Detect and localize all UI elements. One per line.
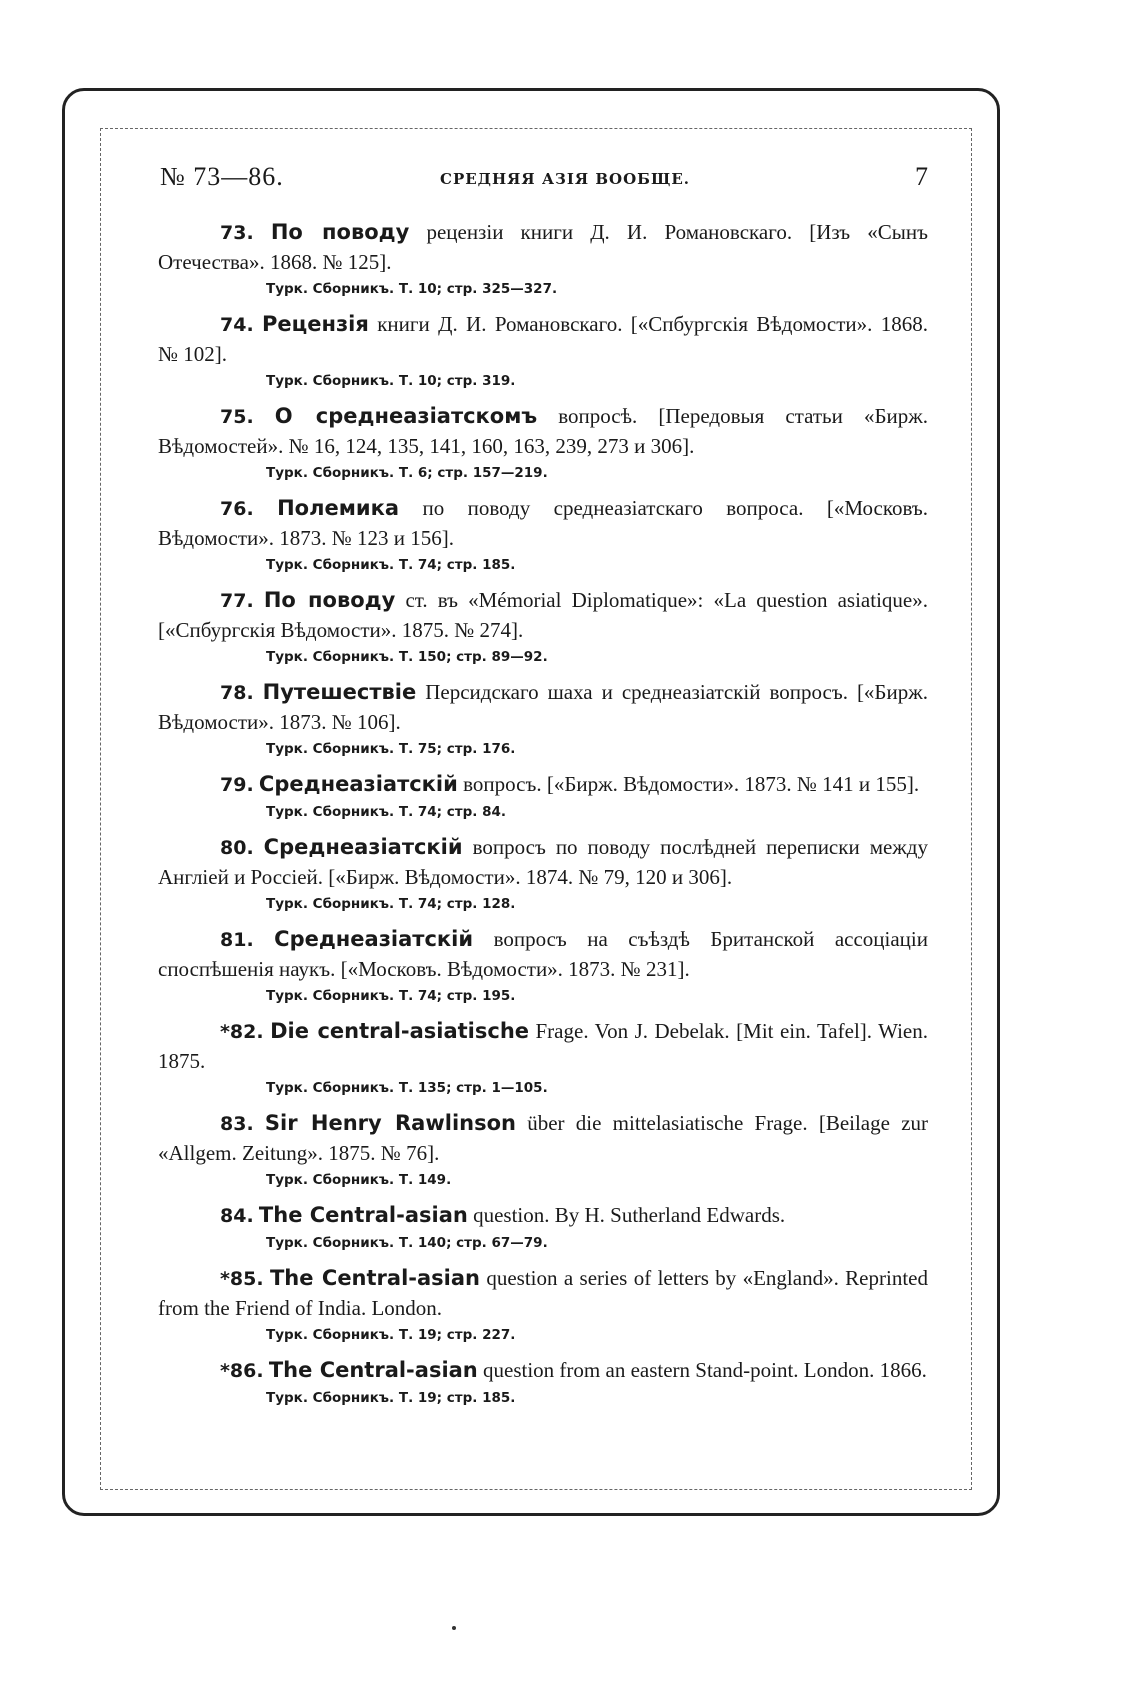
entry-lead: The Central-asian [269,1266,480,1290]
entry-body: рецензіи книги Д. И. Романовскаго. [Изъ «Сынъ Отечества». 1868. № 125]. [158,220,929,274]
entry-number: 83. [220,1113,254,1135]
entry-body: question a series of letters by «England». Reprinted from the Friend of India. London. [158,1266,928,1320]
entry-text [158,402,928,461]
entry-body: question. By H. Sutherland Edwards. [467,1203,786,1227]
bibliography-entry [158,586,928,668]
entry-body: über die mittelasiatische Frage. [Beilage zur «Allgem. Zeitung». 1875. № 76]. [158,1111,929,1165]
entry-source: Турк. Сборникъ. Т. 140; стр. 67—79. [266,1235,548,1251]
entry-number: *85. [220,1268,264,1290]
entry-body: книги Д. И. Романовскаго. [«Спбургскія Вѣдомости». 1868. № 102]. [158,312,928,366]
bibliography-entry [158,218,928,300]
bibliography-entry [158,402,928,484]
entry-body: вопросъ по поводу послѣдней переписки между Англіей и Россіей. [«Бирж. Вѣдомости». 1874. № 79, 120 и 306]. [158,835,928,889]
entry-lead: Die central-asiatische [270,1019,530,1043]
entry-text [158,833,928,892]
entry-lead: The Central-asian [258,1203,468,1227]
entry-body: ст. въ «Mémorial Diplomatique»: «La question asiatique». [«Спбургскія Вѣдомости». 1875. № 274]. [158,588,928,642]
entry-text [158,678,928,737]
entry-number: *86. [220,1360,264,1382]
entry-source: Турк. Сборникъ. Т. 150; стр. 89—92. [266,649,548,665]
entry-text [158,925,928,984]
bibliography-entry [158,310,928,392]
entry-lead: О среднеазіатскомъ [274,404,538,428]
entry-lead: Среднеазіатскій [274,927,474,951]
entry-text [158,1017,928,1076]
bibliography-entry [158,833,928,915]
entry-source: Турк. Сборникъ. Т. 74; стр. 195. [266,988,516,1004]
entry-body: вопросъ на съѣздѣ Британской ассоціаціи споспѣшенія наукъ. [«Московъ. Вѣдомости». 1873. № 231]. [158,927,928,981]
entry-source: Турк. Сборникъ. Т. 74; стр. 185. [266,557,516,573]
bibliography-entry [158,494,928,576]
bibliography-entry [158,1109,928,1191]
entry-lead: Полемика [277,496,400,520]
entry-number: 73. [220,222,254,244]
entry-body: вопросѣ. [Передовыя статьи «Бирж. Вѣдомостей». № 16, 124, 135, 141, 160, 163, 239, 273 и 306]. [158,404,928,458]
entry-text [158,1109,928,1168]
entry-source: Турк. Сборникъ. Т. 149. [266,1172,452,1188]
entry-text [158,494,928,553]
entry-text [158,218,928,277]
entry-body: question from an eastern Stand-point. London. 1866. [477,1358,927,1382]
entry-number: 84. [220,1205,254,1227]
entry-text [158,310,928,369]
entry-source: Турк. Сборникъ. Т. 19; стр. 185. [266,1390,516,1406]
entry-range: № 73—86. [160,162,284,191]
page-number: 7 [915,162,928,191]
bibliography-list [158,218,928,1419]
entry-text [158,770,928,800]
entry-lead: Среднеазіатскій [258,772,458,796]
bibliography-entry [158,925,928,1007]
bibliography-entry [158,678,928,760]
entry-text [158,586,928,645]
entry-lead: Среднеазіатскій [263,835,463,859]
entry-text [158,1201,928,1231]
entry-source: Турк. Сборникъ. Т. 19; стр. 227. [266,1327,516,1343]
entry-source: Турк. Сборникъ. Т. 75; стр. 176. [266,741,516,757]
entry-source: Турк. Сборникъ. Т. 74; стр. 128. [266,896,516,912]
entry-source: Турк. Сборникъ. Т. 135; стр. 1—105. [266,1080,548,1096]
bibliography-entry [158,1264,928,1346]
bibliography-entry [158,1356,928,1409]
entry-body: по поводу среднеазіатскаго вопроса. [«Московъ. Вѣдомости». 1873. № 123 и 156]. [158,496,928,550]
bibliography-entry [158,770,928,823]
entry-number: 75. [220,406,254,428]
entry-number: *82. [220,1021,264,1043]
entry-text [158,1264,928,1323]
running-title: СРЕДНЯЯ АЗІЯ ВООБЩЕ. [440,170,691,188]
entry-number: 74. [220,314,254,336]
bibliography-entry [158,1201,928,1254]
entry-lead: Путешествіе [262,680,417,704]
entry-source: Турк. Сборникъ. Т. 74; стр. 84. [266,804,507,820]
entry-lead: Sir Henry Rawlinson [264,1111,516,1135]
entry-number: 77. [220,590,254,612]
entry-number: 79. [220,774,254,796]
page-header [160,162,928,202]
ink-speck [452,1626,456,1630]
entry-number: 76. [220,498,254,520]
entry-source: Турк. Сборникъ. Т. 10; стр. 325—327. [266,281,558,297]
entry-source: Турк. Сборникъ. Т. 6; стр. 157—219. [266,465,548,481]
entry-source: Турк. Сборникъ. Т. 10; стр. 319. [266,373,516,389]
entry-lead: The Central-asian [268,1358,478,1382]
bibliography-entry [158,1017,928,1099]
entry-text [158,1356,928,1386]
entry-lead: По поводу [263,588,396,612]
entry-body: Frage. Von J. Debelak. [Mit ein. Tafel]. Wien. 1875. [158,1019,928,1073]
entry-lead: Рецензія [262,312,369,336]
entry-number: 78. [220,682,254,704]
entry-body: вопросъ. [«Бирж. Вѣдомости». 1873. № 141 и 155]. [457,772,920,796]
entry-number: 80. [220,837,254,859]
entry-lead: По поводу [270,220,410,244]
entry-body: Персидскаго шаха и среднеазіатскій вопросъ. [«Бирж. Вѣдомости». 1873. № 106]. [158,680,928,734]
entry-number: 81. [220,929,254,951]
